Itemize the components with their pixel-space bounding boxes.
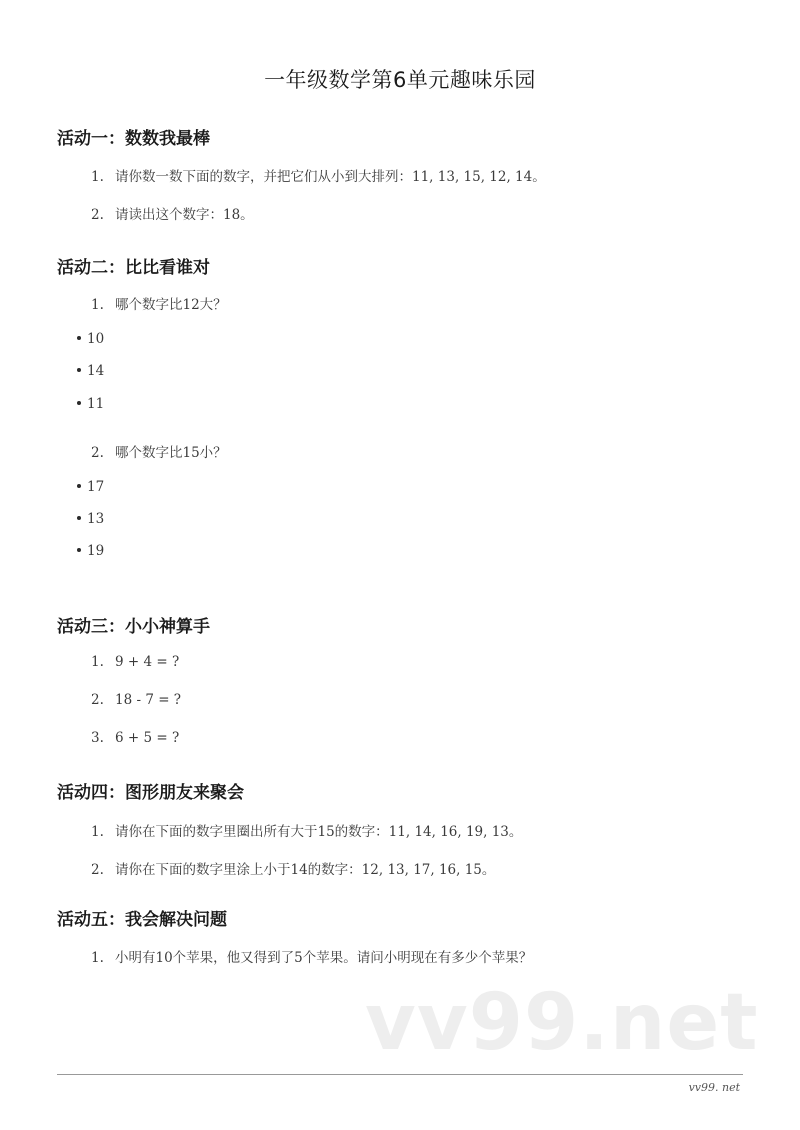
list-item: 2. 请你在下面的数字里涂上小于14的数字：12, 13, 17, 16, 15。 bbox=[91, 862, 496, 878]
section-heading-5: 活动五：我会解决问题 bbox=[57, 910, 227, 930]
option-item: 10 bbox=[77, 331, 104, 347]
section-heading-1: 活动一：数数我最棒 bbox=[57, 129, 210, 149]
bullet-icon bbox=[77, 336, 81, 340]
list-item: 2. 18 - 7 = ? bbox=[91, 692, 182, 708]
question: 2. 哪个数字比15小？ bbox=[91, 445, 227, 461]
bullet-icon bbox=[77, 516, 81, 520]
option-item: 17 bbox=[77, 479, 104, 495]
bullet-icon bbox=[77, 368, 81, 372]
section-heading-2: 活动二：比比看谁对 bbox=[57, 258, 210, 278]
list-item: 1. 9 + 4 = ? bbox=[91, 654, 180, 670]
document-title: 一年级数学第6单元趣味乐园 bbox=[264, 68, 536, 92]
option-item: 11 bbox=[77, 396, 104, 412]
section-heading-4: 活动四：图形朋友来聚会 bbox=[57, 783, 244, 803]
list-item: 1. 请你数一数下面的数字，并把它们从小到大排列：11, 13, 15, 12, 14。 bbox=[91, 169, 546, 185]
bullet-icon bbox=[77, 484, 81, 488]
footer-divider bbox=[57, 1074, 743, 1075]
question: 1. 哪个数字比12大？ bbox=[91, 297, 227, 313]
bullet-icon bbox=[77, 548, 81, 552]
list-item: 2. 请读出这个数字：18。 bbox=[91, 207, 254, 223]
footer-text: vv99. net bbox=[688, 1081, 740, 1094]
list-item: 1. 请你在下面的数字里圈出所有大于15的数字：11, 14, 16, 19, 13。 bbox=[91, 824, 523, 840]
watermark: vv99.net bbox=[365, 978, 759, 1068]
bullet-icon bbox=[77, 401, 81, 405]
section-heading-3: 活动三：小小神算手 bbox=[57, 617, 210, 637]
option-item: 13 bbox=[77, 511, 104, 527]
list-item: 3. 6 + 5 = ? bbox=[91, 730, 180, 746]
list-item: 1. 小明有10个苹果，他又得到了5个苹果。请问小明现在有多少个苹果？ bbox=[91, 950, 533, 966]
option-item: 14 bbox=[77, 363, 104, 379]
option-item: 19 bbox=[77, 543, 104, 559]
